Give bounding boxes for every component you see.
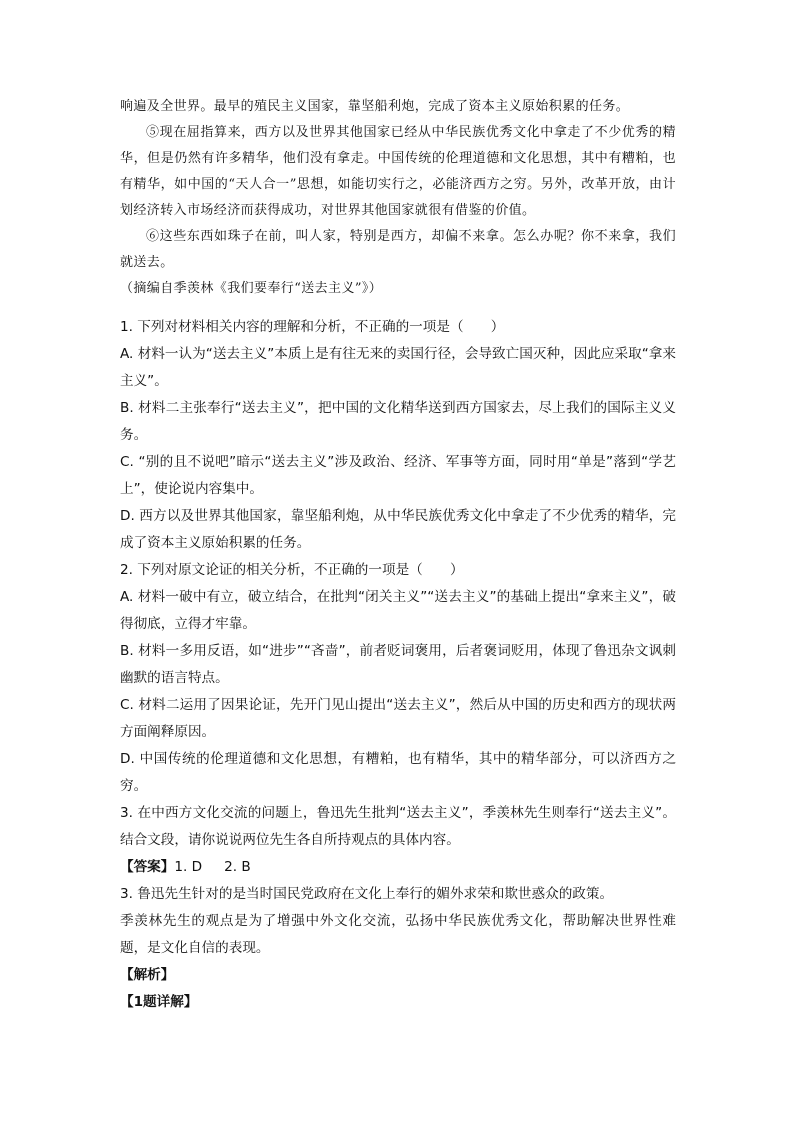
question-2-option-b: B. 材料一多用反语，如“进步”“吝啬”，前者贬词褒用，后者褒词贬用，体现了鲁迅杂文讽刺幽默的语言特点。 — [120, 643, 676, 686]
question-3-stem: 3. 在中西方文化交流的问题上，鲁迅先生批判“送去主义”，季羡林先生则奉行“送去主义”。结合文段，请你说说两位先生各自所持观点的具体内容。 — [120, 805, 676, 848]
answer-1: 1. D — [174, 859, 203, 875]
passage-paragraph-6: ⑥这些东西如珠子在前，叫人家，特别是西方，却偏不来拿。怎么办呢？你不来拿，我们就送去。 — [120, 229, 676, 270]
question-1-detail-label: 【1题详解】 — [120, 994, 198, 1010]
question-1-option-a: A. 材料一认为“送去主义”本质上是有往无来的卖国行径，会导致亡国灭种，因此应采取“拿来主义”。 — [120, 346, 676, 389]
question-2-option-c: C. 材料二运用了因果论证，先开门见山提出“送去主义”，然后从中国的历史和西方的现状两方面阐释原因。 — [120, 697, 676, 740]
answer-line — [120, 854, 676, 881]
question-2-option-d: D. 中国传统的伦理道德和文化思想，有糟粕，也有精华，其中的精华部分，可以济西方之穷。 — [120, 751, 676, 794]
passage-paragraph-continued: 响遍及全世界。最早的殖民主义国家，靠坚船利炮，完成了资本主义原始积累的任务。 — [120, 99, 630, 114]
answer-3-line-2: 季羡林先生的观点是为了增强中外文化交流，弘扬中华民族优秀文化，帮助解决世界性难题，是文化自信的表现。 — [120, 913, 676, 956]
questions-and-answers — [120, 314, 676, 1016]
passage-paragraph-5: ⑤现在屈指算来，西方以及世界其他国家已经从中华民族优秀文化中拿走了不少优秀的精华，但是仍然有许多精华，他们没有拿走。中国传统的伦理道德和文化思想，其中有糟粕，也有精华，如中国的“天人合一”思想，如能切实行之，必能济西方之穷。另外，改革开放，由计划经济转入市场经济而获得成功，对世界其他国家就很有借鉴的价值。 — [120, 125, 676, 218]
passage-source: （摘编自季羡林《我们要奉行“送去主义”》） — [120, 281, 383, 296]
analysis-label: 【解析】 — [120, 967, 175, 983]
answer-2: 2. B — [224, 859, 251, 875]
question-1-stem: 1. 下列对材料相关内容的理解和分析，不正确的一项是（ ） — [120, 319, 505, 335]
question-1-option-c: C. “别的且不说吧”暗示“送去主义”涉及政治、经济、军事等方面，同时用“单是”落到“学艺上”，使论说内容集中。 — [120, 454, 676, 497]
question-2-option-a: A. 材料一破中有立，破立结合，在批判“闭关主义”“送去主义”的基础上提出“拿来主义”，破得彻底，立得才牢靠。 — [120, 589, 676, 632]
question-1-option-b: B. 材料二主张奉行“送去主义”，把中国的文化精华送到西方国家去，尽上我们的国际主义义务。 — [120, 400, 676, 443]
answer-label: 【答案】 — [120, 859, 175, 875]
answer-3-line-1: 3. 鲁迅先生针对的是当时国民党政府在文化上奉行的媚外求荣和欺世惑众的政策。 — [120, 886, 614, 902]
question-2-stem: 2. 下列对原文论证的相关分析，不正确的一项是（ ） — [120, 562, 464, 578]
reading-passage — [120, 94, 676, 302]
question-1-option-d: D. 西方以及世界其他国家，靠坚船利炮，从中华民族优秀文化中拿走了不少优秀的精华，完成了资本主义原始积累的任务。 — [120, 508, 676, 551]
